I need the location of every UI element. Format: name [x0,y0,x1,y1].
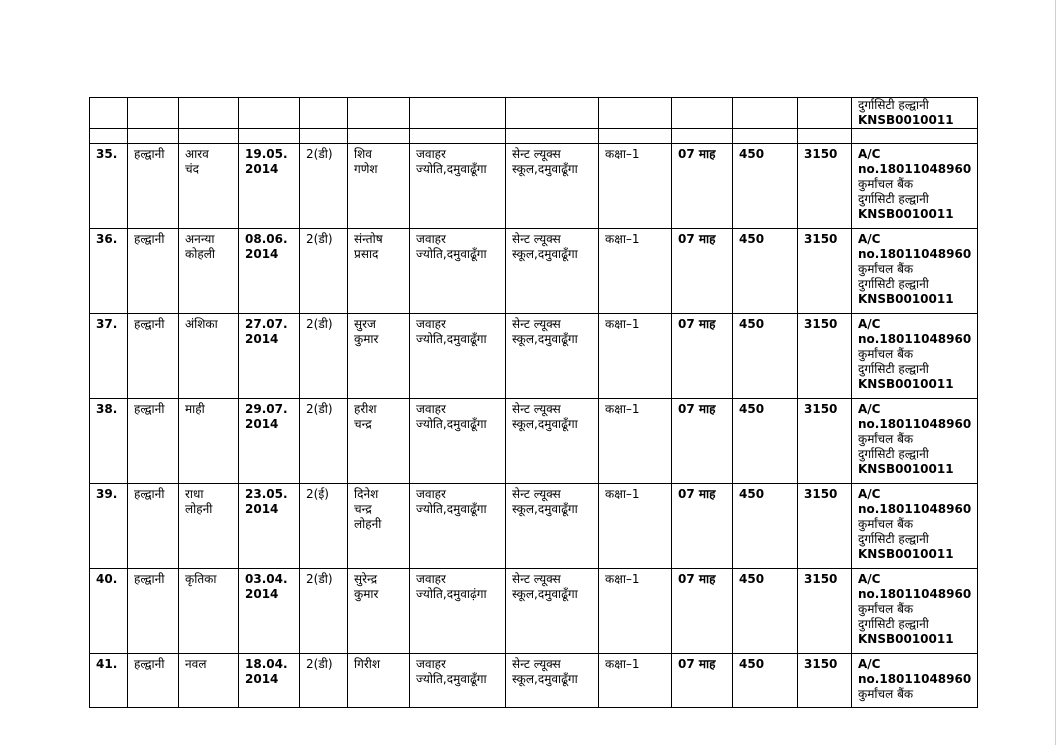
bank-cell-line: KNSB0010011 [858,462,954,476]
school-cell [506,654,599,708]
bank-branch: दुर्गासिटी हल्द्वानी [858,98,929,112]
student-name [179,569,239,654]
birth-date-line: 2014 [245,332,279,346]
school-cell-line: सेन्ट ल्यूक्स [512,487,561,501]
student-name-line: कोहली [185,247,215,261]
father-name-line: दिनेश [354,487,379,501]
total-cell: 3150 [798,229,852,314]
rate-cell: 450 [733,569,798,654]
bank-cell-line: A/C [858,317,881,331]
birth-date-line: 27.07. [245,317,288,331]
duration-cell: 07 माह [672,229,733,314]
class-cell: कक्षा–1 [599,399,672,484]
serial-number: 40. [90,569,128,654]
bank-cell-line: no.18011048960 [858,332,972,346]
school-cell-line: स्कूल,दमुवाढूँगा [512,417,578,431]
table-row [90,399,978,484]
serial-number: 38. [90,399,128,484]
table-row [90,654,978,708]
student-name [179,484,239,569]
duration-cell: 07 माह [672,144,733,229]
birth-date-line: 29.07. [245,402,288,416]
bank-cell-line: दुर्गासिटी हल्द्वानी [858,192,929,206]
address-cell [410,484,506,569]
rate-cell: 450 [733,399,798,484]
category-cell: 2(डी) [300,399,348,484]
bank-cell-line: कुर्मांचल बैंक [858,602,914,616]
table-row [90,314,978,399]
address-cell-line: ज्योति,दमुवाढूँगा [416,672,487,686]
bank-cell-line: KNSB0010011 [858,632,954,646]
address-cell [410,399,506,484]
bank-cell-line: no.18011048960 [858,417,972,431]
father-name [348,144,410,229]
birth-date-line: 2014 [245,587,279,601]
school-cell-line: सेन्ट ल्यूक्स [512,147,561,161]
school-cell-line: सेन्ट ल्यूक्स [512,572,561,586]
school-cell-line: सेन्ट ल्यूक्स [512,402,561,416]
father-name [348,399,410,484]
father-name [348,569,410,654]
category-cell: 2(डी) [300,144,348,229]
block-cell: हल्द्वानी [128,314,179,399]
father-name-line: हरीश [354,402,377,416]
school-cell [506,314,599,399]
class-cell: कक्षा–1 [599,654,672,708]
ifsc-code: KNSB0010011 [858,113,954,127]
school-cell [506,144,599,229]
bank-cell-line: A/C [858,572,881,586]
rate-cell: 450 [733,654,798,708]
student-name-line: कृतिका [185,572,217,586]
father-name-line: सुरेन्द्र [354,572,378,586]
birth-date [239,484,300,569]
school-cell-line: स्कूल,दमुवाढूँगा [512,247,578,261]
father-name [348,229,410,314]
father-name-line: संन्तोष [354,232,383,246]
bank-cell-line: no.18011048960 [858,587,972,601]
bank-cell-line: no.18011048960 [858,672,972,686]
address-cell [410,229,506,314]
rate-cell: 450 [733,229,798,314]
bank-cell [852,569,978,654]
block-cell: हल्द्वानी [128,399,179,484]
birth-date [239,144,300,229]
block-cell: हल्द्वानी [128,229,179,314]
student-name [179,654,239,708]
bank-cell [852,399,978,484]
table-row [90,569,978,654]
student-name-line: राधा [185,487,204,501]
block-cell: हल्द्वानी [128,144,179,229]
student-name-line: लोहनी [185,502,213,516]
bank-cell [852,484,978,569]
address-cell-line: जवाहर [416,147,446,161]
rate-cell: 450 [733,144,798,229]
bank-cell-line: A/C [858,657,881,671]
serial-number: 37. [90,314,128,399]
address-cell-line: ज्योति,दमुवाढूँगा [416,502,487,516]
father-name [348,314,410,399]
bank-cell-line: KNSB0010011 [858,292,954,306]
address-cell-line: ज्योति,दमुवाढूँगा [416,247,487,261]
birth-date-line: 2014 [245,672,279,686]
total-cell: 3150 [798,569,852,654]
school-cell [506,229,599,314]
bank-cell-line: A/C [858,232,881,246]
bank-cell-line: कुर्मांचल बैंक [858,687,914,701]
category-cell: 2(डी) [300,314,348,399]
table-row [90,229,978,314]
student-name-line: नवल [185,657,207,671]
birth-date-line: 03.04. [245,572,288,586]
birth-date-line: 2014 [245,502,279,516]
birth-date-line: 19.05. [245,147,288,161]
student-name-line: माही [185,402,205,416]
birth-date-line: 23.05. [245,487,288,501]
birth-date [239,229,300,314]
category-cell: 2(ई) [300,484,348,569]
school-cell-line: सेन्ट ल्यूक्स [512,317,561,331]
address-cell [410,654,506,708]
father-name-line: प्रसाद [354,247,379,261]
spacer-row [90,129,978,144]
bank-cell-line: no.18011048960 [858,162,972,176]
class-cell: कक्षा–1 [599,484,672,569]
father-name-line: सुरज [354,317,376,331]
rate-cell: 450 [733,314,798,399]
duration-cell: 07 माह [672,399,733,484]
birth-date [239,399,300,484]
address-cell-line: ज्योति,दमुवाढूँगा [416,332,487,346]
bank-cell [852,98,978,129]
address-cell-line: जवाहर [416,572,446,586]
address-cell-line: ज्योति,दमुवाढूँगा [416,162,487,176]
address-cell-line: जवाहर [416,487,446,501]
address-cell-line: जवाहर [416,232,446,246]
table-row [90,484,978,569]
block-cell: हल्द्वानी [128,654,179,708]
category-cell: 2(डी) [300,654,348,708]
student-name [179,399,239,484]
student-name-line: अंशिका [185,317,218,331]
father-name-line: कुमार [354,332,379,346]
bank-cell-line: दुर्गासिटी हल्द्वानी [858,362,929,376]
school-cell-line: स्कूल,दमुवाढूँगा [512,502,578,516]
bank-cell-line: दुर्गासिटी हल्द्वानी [858,532,929,546]
bank-cell-line: दुर्गासिटी हल्द्वानी [858,447,929,461]
school-cell-line: स्कूल,दमुवाढूँगा [512,332,578,346]
father-name [348,654,410,708]
student-name-line: अनन्या [185,232,215,246]
bank-cell-line: दुर्गासिटी हल्द्वानी [858,617,929,631]
address-cell [410,569,506,654]
bank-cell [852,654,978,708]
birth-date-line: 18.04. [245,657,288,671]
birth-date [239,314,300,399]
address-cell [410,144,506,229]
bank-cell-line: no.18011048960 [858,247,972,261]
serial-number: 41. [90,654,128,708]
bank-cell-line: दुर्गासिटी हल्द्वानी [858,277,929,291]
table-row-continued [90,98,978,129]
bank-cell-line: KNSB0010011 [858,377,954,391]
school-cell-line: स्कूल,दमुवाढूँगा [512,587,578,601]
bank-cell-line: कुर्मांचल बैंक [858,347,914,361]
student-name [179,229,239,314]
category-cell: 2(डी) [300,569,348,654]
birth-date [239,569,300,654]
birth-date-line: 2014 [245,247,279,261]
address-cell-line: जवाहर [416,402,446,416]
birth-date-line: 2014 [245,162,279,176]
school-cell [506,484,599,569]
bank-cell-line: KNSB0010011 [858,547,954,561]
school-cell-line: सेन्ट ल्यूक्स [512,232,561,246]
duration-cell: 07 माह [672,314,733,399]
school-cell-line: स्कूल,दमुवाढूँगा [512,162,578,176]
duration-cell: 07 माह [672,654,733,708]
class-cell: कक्षा–1 [599,229,672,314]
records-table [89,97,978,708]
bank-cell [852,144,978,229]
duration-cell: 07 माह [672,569,733,654]
father-name-line: चन्द्र [354,502,372,516]
block-cell: हल्द्वानी [128,484,179,569]
school-cell [506,569,599,654]
class-cell: कक्षा–1 [599,569,672,654]
category-cell: 2(डी) [300,229,348,314]
duration-cell: 07 माह [672,484,733,569]
bank-cell-line: कुर्मांचल बैंक [858,517,914,531]
address-cell-line: जवाहर [416,657,446,671]
father-name-line: गिरीश [354,657,381,671]
bank-cell-line: कुर्मांचल बैंक [858,262,914,276]
address-cell-line: ज्योति,दमुवाढूँगा [416,417,487,431]
rate-cell: 450 [733,484,798,569]
total-cell: 3150 [798,399,852,484]
serial-number: 36. [90,229,128,314]
father-name-line: शिव [354,147,372,161]
birth-date [239,654,300,708]
bank-cell-line: कुर्मांचल बैंक [858,177,914,191]
address-cell-line: ज्योति,दमुवाढ़ंगा [416,587,487,601]
serial-number: 39. [90,484,128,569]
address-cell [410,314,506,399]
bank-cell-line: A/C [858,487,881,501]
birth-date-line: 2014 [245,417,279,431]
student-name [179,314,239,399]
father-name-line: कुमार [354,587,379,601]
father-name [348,484,410,569]
class-cell: कक्षा–1 [599,314,672,399]
bank-cell-line: A/C [858,147,881,161]
total-cell: 3150 [798,484,852,569]
student-name [179,144,239,229]
total-cell: 3150 [798,654,852,708]
bank-cell-line: A/C [858,402,881,416]
school-cell-line: स्कूल,दमुवाढूँगा [512,672,578,686]
bank-cell-line: कुर्मांचल बैंक [858,432,914,446]
father-name-line: चन्द्र [354,417,372,431]
total-cell: 3150 [798,144,852,229]
bank-cell [852,229,978,314]
address-cell-line: जवाहर [416,317,446,331]
table-row [90,144,978,229]
class-cell: कक्षा–1 [599,144,672,229]
block-cell: हल्द्वानी [128,569,179,654]
student-name-line: चंद [185,162,199,176]
father-name-line: लोहनी [354,517,382,531]
total-cell: 3150 [798,314,852,399]
student-name-line: आरव [185,147,209,161]
father-name-line: गणेश [354,162,378,176]
bank-cell [852,314,978,399]
bank-cell-line: no.18011048960 [858,502,972,516]
school-cell-line: सेन्ट ल्यूक्स [512,657,561,671]
serial-number: 35. [90,144,128,229]
birth-date-line: 08.06. [245,232,288,246]
school-cell [506,399,599,484]
bank-cell-line: KNSB0010011 [858,207,954,221]
